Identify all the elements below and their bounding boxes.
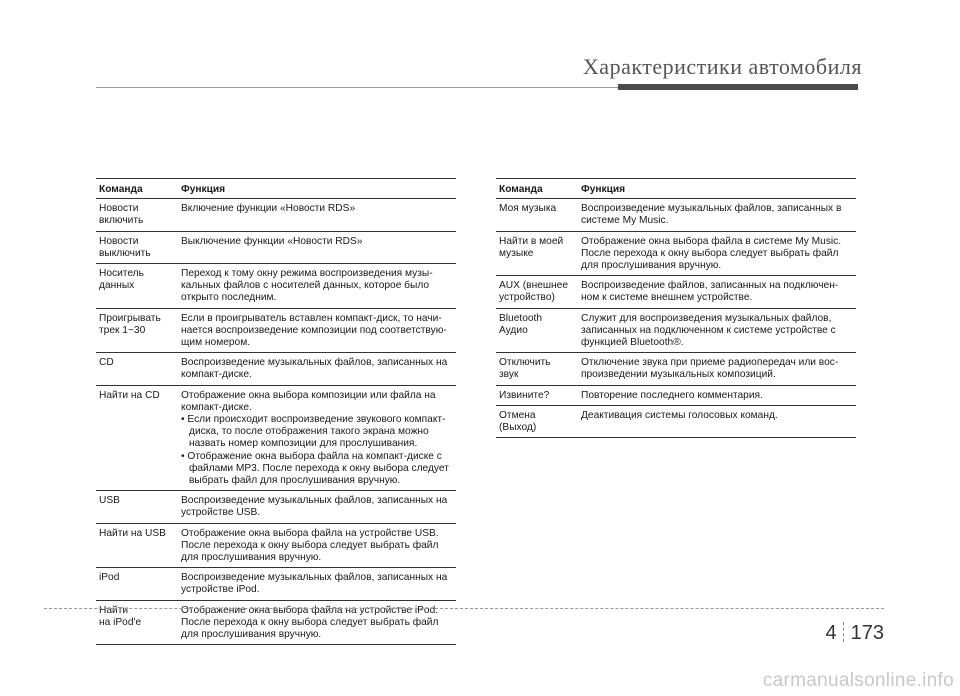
bullet-item: • Отображение окна выбора файла на компакт-диске с файлами MP3. После перехода к окну выбора следует выбрать файл для прослушивания вручную.: [181, 450, 449, 487]
function-cell: Если в проигрыватель вставлен компакт-диск, то начи- нается воспроизведение композиции под соответствую- щим номером.: [178, 308, 456, 353]
command-cell: USB: [96, 491, 178, 523]
table-row: [496, 308, 856, 353]
watermark: carmanualsonline.info: [762, 670, 954, 691]
table-row: [496, 405, 856, 437]
table-header-row: [96, 179, 456, 199]
column-header-command: Команда: [96, 179, 178, 199]
function-cell: [178, 385, 456, 491]
table-row: [496, 199, 856, 231]
table-row: [496, 276, 856, 308]
table-row: [496, 231, 856, 276]
footer-dashed-rule: [44, 608, 884, 609]
page-number-separator: [843, 622, 845, 642]
table-header-row: [496, 179, 856, 199]
column-header-command: Команда: [496, 179, 578, 199]
function-cell: Воспроизведение файлов, записанных на подключен- ном к системе внешнем устройстве.: [578, 276, 856, 308]
command-cell: Проигрывать трек 1~30: [96, 308, 178, 353]
page-header-title: Характеристики автомобиля: [582, 54, 862, 79]
table-row: [96, 600, 456, 645]
command-cell: CD: [96, 353, 178, 385]
command-cell: Новости выключить: [96, 231, 178, 263]
voice-command-table-left: [96, 178, 456, 645]
command-cell: Извините?: [496, 385, 578, 405]
command-cell: Найти на USB: [96, 523, 178, 568]
table-row: [96, 264, 456, 309]
command-cell: Отключить звук: [496, 353, 578, 385]
column-header-function: Функция: [178, 179, 456, 199]
command-cell: Моя музыка: [496, 199, 578, 231]
function-cell: Отключение звука при приеме радиопередач или вос- произведении музыкальных композиций.: [578, 353, 856, 385]
command-cell: AUX (внешнее устройство): [496, 276, 578, 308]
voice-command-table-right: [496, 178, 856, 438]
bullet-item: • Если происходит воспроизведение звукового компакт- диска, то после отображения такого экрана можно назвать номер композиции для прослушивания.: [181, 414, 446, 450]
function-cell: Воспроизведение музыкальных файлов, записанных на устройстве USB.: [178, 491, 456, 523]
table-row: [96, 385, 456, 491]
function-cell: Служит для воспроизведения музыкальных файлов, записанных на подключенном к системе устройстве с функцией Bluetooth®.: [578, 308, 856, 353]
function-cell: Повторение последнего комментария.: [578, 385, 856, 405]
table-row: [96, 308, 456, 353]
page-number: [826, 622, 885, 645]
table-row: [496, 385, 856, 405]
function-cell: Переход к тому окну режима воспроизведения музы- кальных файлов с носителей данных, которое было открыто последним.: [178, 264, 456, 309]
function-cell: Воспроизведение музыкальных файлов, записанных на компакт-диске.: [178, 353, 456, 385]
command-cell: Bluetooth Аудио: [496, 308, 578, 353]
column-header-function: Функция: [578, 179, 856, 199]
function-cell: Отображение окна выбора файла на устройстве USB. После перехода к окну выбора следует выбрать файл для прослушивания вручную.: [178, 523, 456, 568]
command-cell: Найти на CD: [96, 385, 178, 491]
function-cell: Деактивация системы голосовых команд.: [578, 405, 856, 437]
table-row: [96, 231, 456, 263]
table-row: [496, 353, 856, 385]
page-number-value: 173: [850, 622, 884, 644]
function-cell: Воспроизведение музыкальных файлов, записанных на устройстве iPod.: [178, 568, 456, 600]
table-row: [96, 491, 456, 523]
function-cell: Включение функции «Новости RDS»: [178, 199, 456, 231]
command-cell: iPod: [96, 568, 178, 600]
function-cell: Выключение функции «Новости RDS»: [178, 231, 456, 263]
command-cell: Отмена (Выход): [496, 405, 578, 437]
function-text: Отображение окна выбора композиции или файла на компакт-диске.: [181, 389, 436, 413]
command-cell: Новости включить: [96, 199, 178, 231]
command-cell: Носитель данных: [96, 264, 178, 309]
table-row: [96, 353, 456, 385]
command-cell: Найти на iPod'е: [96, 600, 178, 645]
function-cell: Воспроизведение музыкальных файлов, записанных в системе My Music.: [578, 199, 856, 231]
command-cell: Найти в моей музыке: [496, 231, 578, 276]
table-row: [96, 568, 456, 600]
header-rule-accent: [618, 84, 858, 90]
function-cell: Отображение окна выбора файла на устройстве iPod. После перехода к окну выбора следует выбрать файл для прослушивания вручную.: [178, 600, 456, 645]
table-row: [96, 523, 456, 568]
function-cell: Отображение окна выбора файла в системе My Music. После перехода к окну выбора следует выбрать файл для прослушивания вручную.: [578, 231, 856, 276]
table-row: [96, 199, 456, 231]
chapter-number: 4: [825, 622, 837, 644]
